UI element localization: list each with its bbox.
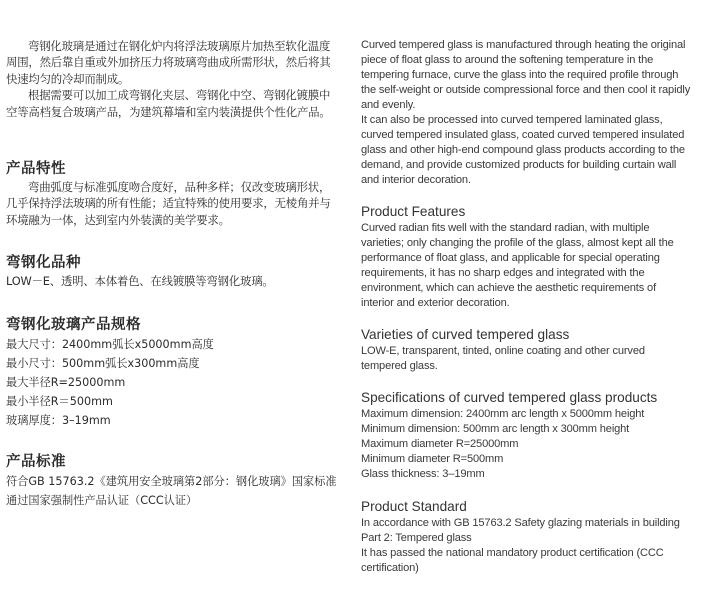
en-intro-paragraph-1: Curved tempered glass is manufactured through heating the original piece of float glass to around the softening temperature in the tempering furnace, curve the glass into the required profile through the self-weight or outside compressional force and then cool it rapidly and evenly. — [361, 39, 691, 111]
en-varieties-section — [361, 326, 691, 374]
en-features-text: Curved radian fits well with the standard radian, with multiple varieties; only changing the profile of the glass, almost kept all the performance of float glass, and applicable for special operating requirements, it has no sharp edges and integrated with the environment, which can achieve the aesthetic requirements of interior and exterior decoration. — [361, 222, 674, 309]
cn-spec-line: 最大尺寸：2400mm弧长x5000mm高度 — [6, 338, 214, 351]
cn-varieties-section — [6, 253, 340, 289]
en-varieties-heading: Varieties of curved tempered glass — [361, 327, 570, 342]
cn-features-section — [6, 159, 340, 228]
cn-spec-line: 玻璃厚度：3–19mm — [6, 414, 111, 427]
en-standard-heading: Product Standard — [361, 499, 467, 514]
en-spec-line: Minimum dimension: 500mm arc length x 300mm height — [361, 423, 630, 435]
cn-specs-heading: 弯钢化玻璃产品规格 — [6, 317, 141, 333]
en-specs-heading: Specifications of curved tempered glass products — [361, 390, 658, 405]
en-standard-line: In accordance with GB 15763.2 Safety glazing materials in building Part 2: Tempered glass — [361, 517, 680, 544]
cn-features-heading: 产品特性 — [6, 161, 66, 177]
cn-intro-paragraph-2: 根据需要可以加工成弯钢化夹层、弯钢化中空、弯钢化镀膜中空等高档复合玻璃产品，为建筑幕墙和室内装潢提供个性化产品。 — [6, 88, 331, 119]
cn-varieties-text: LOW－E、透明、本体着色、在线镀膜等弯钢化玻璃。 — [6, 274, 274, 288]
cn-spec-line: 最小尺寸：500mm弧长x300mm高度 — [6, 357, 200, 370]
en-standard-section — [361, 498, 691, 576]
cn-standard-line: 通过国家强制性产品认证（CCC认证） — [6, 494, 198, 507]
cn-standard-section — [6, 452, 340, 510]
en-spec-line: Maximum diameter R=25000mm — [361, 438, 519, 450]
en-spec-line: Maximum dimension: 2400mm arc length x 5000mm height — [361, 408, 645, 420]
en-specs-section — [361, 389, 691, 482]
cn-standard-line: 符合GB 15763.2《建筑用安全玻璃第2部分：钢化玻璃》国家标准 — [6, 475, 337, 488]
en-varieties-text: LOW-E, transparent, tinted, online coating and other curved tempered glass. — [361, 345, 645, 372]
cn-varieties-heading: 弯钢化品种 — [6, 255, 81, 271]
en-spec-line: Glass thickness: 3–19mm — [361, 468, 485, 480]
cn-specs-section — [6, 315, 340, 430]
en-features-section — [361, 203, 691, 311]
cn-spec-line: 最大半径R=25000mm — [6, 376, 126, 389]
cn-features-text: 弯曲弧度与标准弧度吻合度好，品种多样；仅改变玻璃形状，几乎保持浮法玻璃的所有性能；适宜特殊的使用要求，无棱角并与环境融为一体，达到室内外装潢的美学要求。 — [6, 180, 331, 227]
en-standard-line: It has passed the national mandatory product certification (CCC certification) — [361, 547, 664, 574]
cn-standard-heading: 产品标准 — [6, 454, 66, 470]
cn-intro-section — [6, 38, 340, 120]
cn-spec-line: 最小半径R＝500mm — [6, 395, 113, 408]
en-features-heading: Product Features — [361, 204, 466, 219]
en-intro-section — [361, 38, 691, 188]
en-intro-paragraph-2: It can also be processed into curved tempered laminated glass, curved tempered insulated glass, coated curved tempered insulated glass and other high-end compound glass products according to the demand, and provide customized products for building curtain wall and interior decoration. — [361, 114, 685, 186]
cn-intro-paragraph-1: 弯钢化玻璃是通过在钢化炉内将浮法玻璃原片加热至软化温度周围，然后靠自重或外加挤压力将玻璃弯曲成所需形状，然后将其快速均匀的冷却而制成。 — [6, 39, 331, 86]
en-spec-line: Minimum diameter R=500mm — [361, 453, 504, 465]
